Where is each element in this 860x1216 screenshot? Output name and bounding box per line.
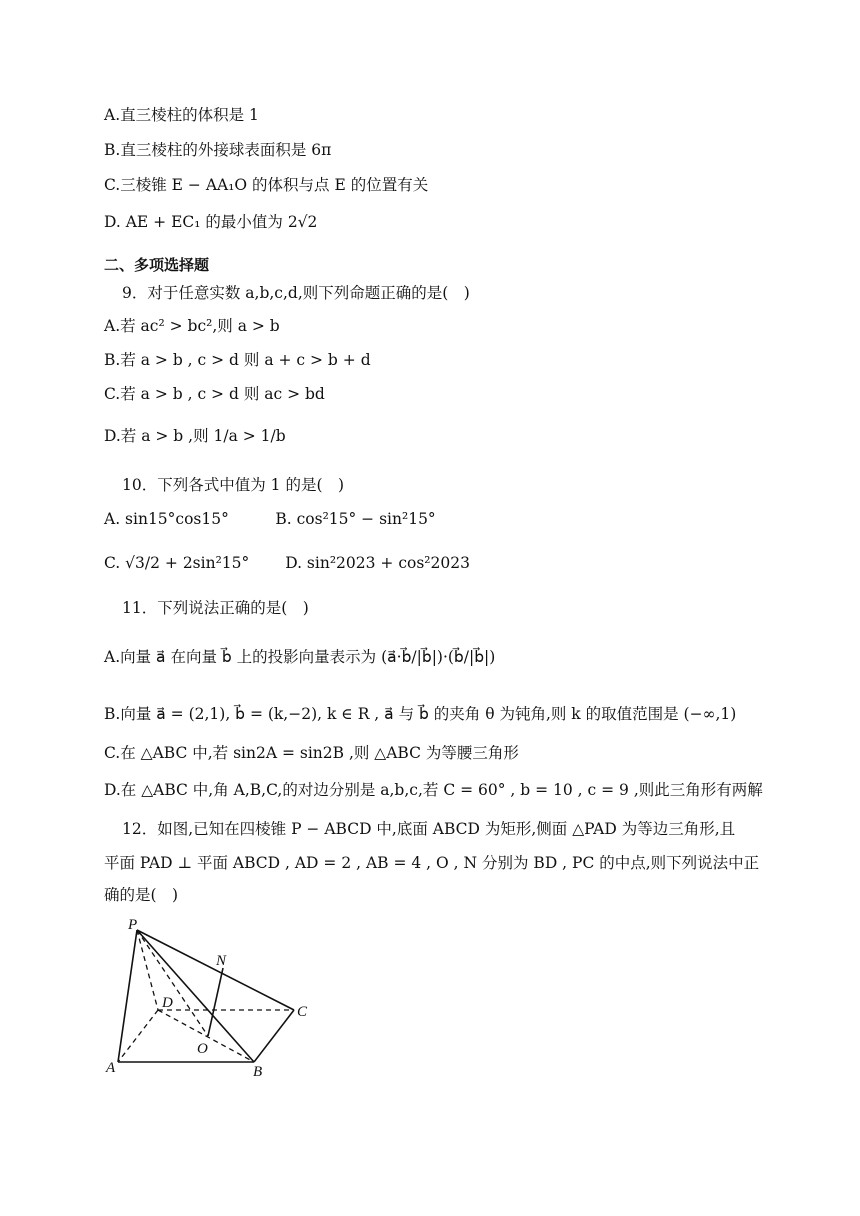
- label-b: B: [253, 1064, 263, 1080]
- edge-pb: [137, 930, 254, 1062]
- q11-stem: 11．下列说法正确的是( ): [122, 599, 309, 617]
- q11-option-d: D.在 △ABC 中,角 A,B,C,的对边分别是 a,b,c,若 C = 60° , b = 10 , c = 9 ,则此三角形有两解: [104, 781, 763, 799]
- segment-no: [208, 968, 223, 1036]
- label-p: P: [128, 917, 138, 933]
- label-c: C: [297, 1004, 308, 1020]
- q9-option-a: A.若 ac² > bc²,则 a > b: [104, 317, 280, 335]
- pyramid-figure: [100, 915, 320, 1085]
- q9-option-d: D.若 a > b ,则 1/a > 1/b: [104, 427, 286, 445]
- q9-stem: 9．对于任意实数 a,b,c,d,则下列命题正确的是( ): [122, 284, 470, 302]
- q10-row-1: A. sin15°cos15° B. cos²15° − sin²15°: [104, 510, 436, 528]
- section-header: 二、多项选择题: [104, 256, 210, 274]
- label-n: N: [216, 953, 227, 969]
- q11-option-c: C.在 △ABC 中,若 sin2A = sin2B ,则 △ABC 为等腰三角形: [104, 744, 519, 762]
- label-a: A: [106, 1060, 116, 1076]
- label-o: O: [197, 1041, 208, 1057]
- q11-option-a: A.向量 a⃗ 在向量 b⃗ 上的投影向量表示为 (a⃗·b⃗/|b⃗|)·(b⃗/|b⃗|): [104, 648, 496, 666]
- q12-stem-line-2: 平面 PAD ⊥ 平面 ABCD , AD = 2 , AB = 4 , O , N 分别为 BD , PC 的中点,则下列说法中正: [104, 854, 760, 872]
- edge-bc: [254, 1010, 294, 1062]
- q10-stem: 10．下列各式中值为 1 的是( ): [122, 476, 345, 494]
- edge-pc: [137, 930, 294, 1010]
- q8-option-d: D. AE + EC₁ 的最小值为 2√2: [104, 213, 318, 231]
- q12-stem-line-3: 确的是( ): [104, 886, 179, 904]
- q10-row-2: C. √3/2 + 2sin²15° D. sin²2023 + cos²2023: [104, 554, 470, 572]
- q9-option-b: B.若 a > b , c > d 则 a + c > b + d: [104, 351, 371, 369]
- q8-option-c: C.三棱锥 E − AA₁O 的体积与点 E 的位置有关: [104, 176, 429, 194]
- q9-option-c: C.若 a > b , c > d 则 ac > bd: [104, 385, 325, 403]
- edge-pa: [118, 930, 137, 1062]
- q12-stem-line-1: 12．如图,已知在四棱锥 P − ABCD 中,底面 ABCD 为矩形,侧面 △PAD 为等边三角形,且: [122, 820, 736, 838]
- q8-option-b: B.直三棱柱的外接球表面积是 6π: [104, 141, 332, 159]
- q11-option-b: B.向量 a⃗ = (2,1), b⃗ = (k,−2), k ∈ R , a⃗ 与 b⃗ 的夹角 θ 为钝角,则 k 的取值范围是 (−∞,1): [104, 705, 737, 723]
- q8-option-a: A.直三棱柱的体积是 1: [104, 106, 259, 124]
- segment-po: [137, 930, 208, 1036]
- label-d: D: [162, 995, 173, 1011]
